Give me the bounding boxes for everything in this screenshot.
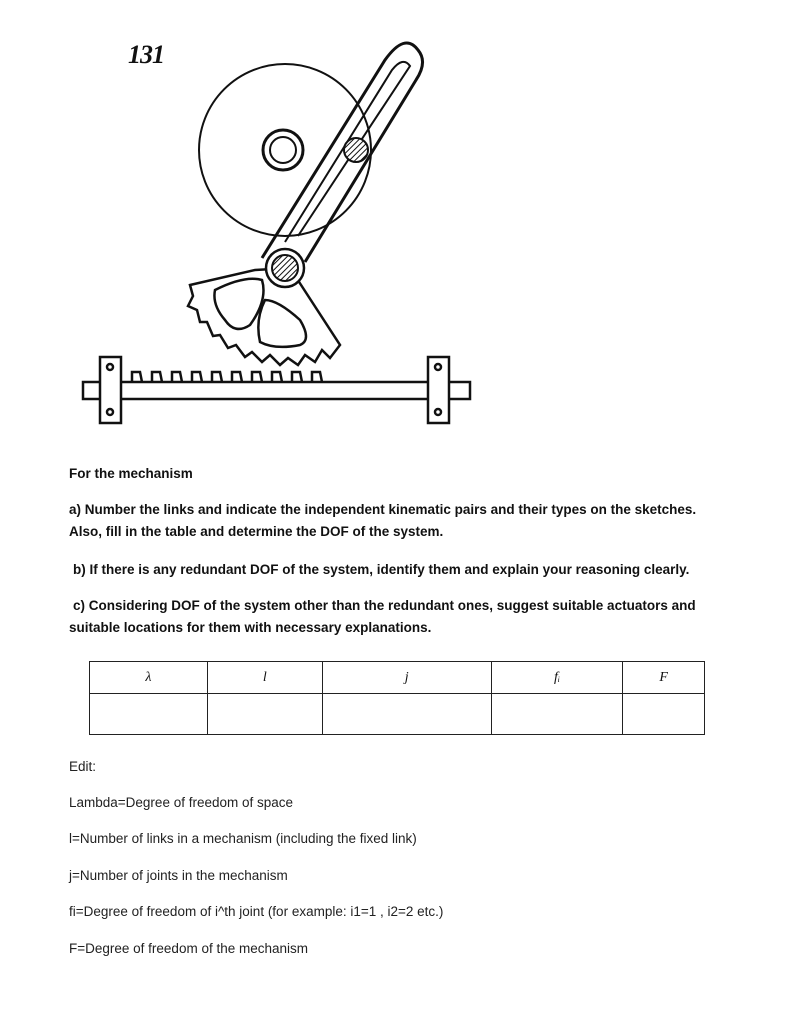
intro-text: For the mechanism — [69, 466, 193, 481]
cell-lambda[interactable] — [90, 694, 208, 735]
sector-gear — [188, 268, 340, 365]
slotted-link — [262, 43, 423, 262]
dof-table — [89, 661, 705, 735]
cell-links[interactable] — [207, 694, 322, 735]
question-a-line1: a) Number the links and indicate the independent kinematic pairs and their types on the sketches. — [69, 502, 697, 517]
question-c-line2: suitable locations for them with necessary explanations. — [69, 620, 432, 635]
definition-joints: j=Number of joints in the mechanism — [69, 868, 288, 883]
pin — [344, 138, 368, 162]
header-links: l — [207, 662, 322, 694]
header-mechanism-dof: F — [623, 662, 705, 694]
definition-lambda: Lambda=Degree of freedom of space — [69, 795, 294, 810]
right-guide — [428, 357, 449, 423]
question-a-line2: Also, fill in the table and determine the DOF of the system. — [69, 524, 444, 539]
table-row — [90, 694, 705, 735]
cell-mechanism-dof[interactable] — [623, 694, 705, 735]
mechanism-sketch — [0, 0, 786, 440]
left-guide — [100, 357, 121, 423]
rack — [83, 372, 470, 399]
definition-mechanism-dof: F=Degree of freedom of the mechanism — [69, 941, 308, 956]
question-b: b) If there is any redundant DOF of the system, identify them and explain your reasoning clearly. — [73, 562, 690, 577]
cell-joint-dof[interactable] — [491, 694, 623, 735]
header-joints: j — [322, 662, 491, 694]
figure-number: 131 — [128, 40, 164, 69]
shaft — [272, 255, 298, 281]
header-joint-dof: fᵢ — [491, 662, 623, 694]
header-lambda: λ — [90, 662, 208, 694]
cell-joints[interactable] — [322, 694, 491, 735]
definition-links: l=Number of links in a mechanism (including the fixed link) — [69, 831, 417, 846]
edit-title: Edit: — [69, 759, 97, 774]
definition-joint-dof: fi=Degree of freedom of i^th joint (for example: i1=1 , i2=2 etc.) — [69, 904, 444, 919]
table-header-row — [90, 662, 705, 694]
question-c-line1: c) Considering DOF of the system other than the redundant ones, suggest suitable actuators and — [73, 598, 696, 613]
